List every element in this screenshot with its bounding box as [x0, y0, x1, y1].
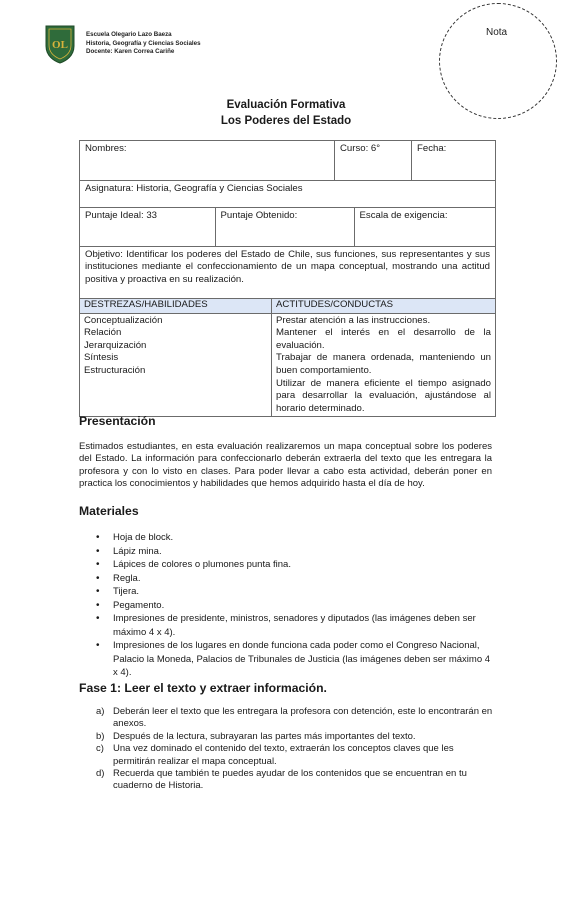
- step-text: Deberán leer el texto que les entregara la profesora con detención, este lo encontrarán en anexos.: [113, 706, 493, 730]
- doc-subtitle: Los Poderes del Estado: [220, 115, 352, 127]
- step-letter: b): [96, 730, 105, 742]
- materiales-heading: Materiales: [79, 504, 139, 518]
- attitude-item: Mantener el interés en el desarrollo de la evaluación.: [276, 327, 491, 351]
- attitudes-header: ACTITUDES/CONDUCTAS: [272, 299, 496, 314]
- puntaje-obtenido-label: Puntaje Obtenido:: [220, 210, 298, 221]
- doc-title: Evaluación Formativa: [226, 99, 346, 111]
- objetivo-text: Objetivo: Identificar los poderes del Estado de Chile, sus funciones, sus representantes y sus instituciones mediante el confeccionamiento de un mapa conceptual, mostrando una actitud positiva y proactiva en su realización.: [85, 249, 490, 285]
- nombres-field[interactable]: [80, 141, 335, 181]
- attitudes-list: [272, 313, 496, 417]
- teacher-name: Docente: Karen Correa Cariñe: [86, 48, 175, 56]
- department-name: Historia, Geografía y Ciencias Sociales: [86, 39, 201, 47]
- escala-field[interactable]: [354, 208, 495, 246]
- fase1-steps: [96, 706, 496, 793]
- step-letter: c): [96, 743, 104, 755]
- step-letter: a): [96, 706, 105, 717]
- nombres-label: Nombres:: [85, 143, 127, 154]
- attitude-item: Utilizar de manera eficiente el tiempo asignado para desarrollar la evaluación, ajustándose al horario determinado.: [276, 377, 491, 414]
- asignatura-cell: [80, 181, 496, 208]
- attitude-item: Trabajar de manera ordenada, manteniendo un buen comportamiento.: [276, 352, 491, 376]
- materiales-list: [96, 531, 496, 680]
- list-item: [96, 768, 496, 793]
- step-text: Recuerda que también te puedes ayudar de los contenidos que se encuentran en tu cuaderno de Historia.: [113, 768, 467, 792]
- list-item: • Impresiones de los lugares en donde funciona cada poder como el Congreso Nacional, Palacio la Moneda, Palacios de Tribunales de Justicia (las imágenes deben ser máximo 4 x 4).: [96, 639, 496, 680]
- objetivo-cell: [80, 247, 496, 301]
- school-name: Escuela Olegario Lazo Baeza: [86, 31, 172, 38]
- logo-monogram: OL: [52, 39, 68, 51]
- skills-table: [79, 298, 496, 417]
- skill-item: Síntesis: [84, 352, 119, 364]
- list-item: • Tijera.: [96, 585, 496, 599]
- presentacion-heading: Presentación: [79, 414, 156, 428]
- list-item: • Hoja de block.: [96, 531, 496, 545]
- list-item: • Impresiones de presidente, ministros, senadores y diputados (las imágenes deben ser máximo 4 x 4).: [96, 612, 496, 639]
- list-item: • Regla.: [96, 572, 496, 586]
- list-item: [96, 743, 496, 768]
- fase1-heading: Fase 1: Leer el texto y extraer información.: [79, 681, 327, 695]
- fecha-field[interactable]: [412, 141, 496, 181]
- skills-header: DESTREZAS/HABILIDADES: [80, 299, 272, 314]
- list-item: • Lápiz mina.: [96, 545, 496, 559]
- puntaje-obtenido-field[interactable]: [215, 208, 354, 246]
- curso-label: Curso: 6°: [340, 143, 381, 154]
- skill-item: Relación: [84, 327, 122, 339]
- puntaje-ideal-cell: [80, 208, 215, 246]
- school-info: [86, 31, 201, 57]
- puntaje-ideal-text: Puntaje Ideal: 33: [85, 210, 158, 221]
- skill-item: Conceptualización: [84, 314, 163, 326]
- curso-field[interactable]: [335, 141, 412, 181]
- list-item: [96, 731, 496, 743]
- list-item: • Pegamento.: [96, 599, 496, 613]
- grade-label: Nota: [486, 27, 508, 38]
- attitude-item: Prestar atención a las instrucciones.: [276, 314, 431, 326]
- list-item: [96, 706, 496, 731]
- school-logo: [44, 24, 76, 64]
- step-text: Después de la lectura, subrayaran las partes más importantes del texto.: [113, 730, 416, 742]
- step-text: Una vez dominado el contenido del texto, extraerán los conceptos claves que les permitirán realizar el mapa conceptual.: [113, 743, 454, 767]
- step-letter: d): [96, 768, 105, 780]
- presentacion-text: Estimados estudiantes, en esta evaluación realizaremos un mapa conceptual sobre los poderes del Estado. La información para confeccionarlo deberán extraerla del texto que les entregara la profesora y con lo visto en clases. Para poder llevar a cabo esta actividad, deberán poner en practica los conocimientos y habilidades que hemos adquirido hasta el día de hoy.: [79, 441, 492, 490]
- list-item: • Lápices de colores o plumones punta fina.: [96, 558, 496, 572]
- skills-list: [80, 313, 272, 417]
- asignatura-text: Asignatura: Historia, Geografía y Ciencias Sociales: [85, 183, 303, 194]
- student-info-table: [79, 140, 496, 301]
- escala-label: Escala de exigencia:: [359, 210, 448, 221]
- fecha-label: Fecha:: [417, 143, 447, 154]
- skill-item: Estructuración: [84, 364, 146, 376]
- skill-item: Jerarquización: [84, 339, 147, 351]
